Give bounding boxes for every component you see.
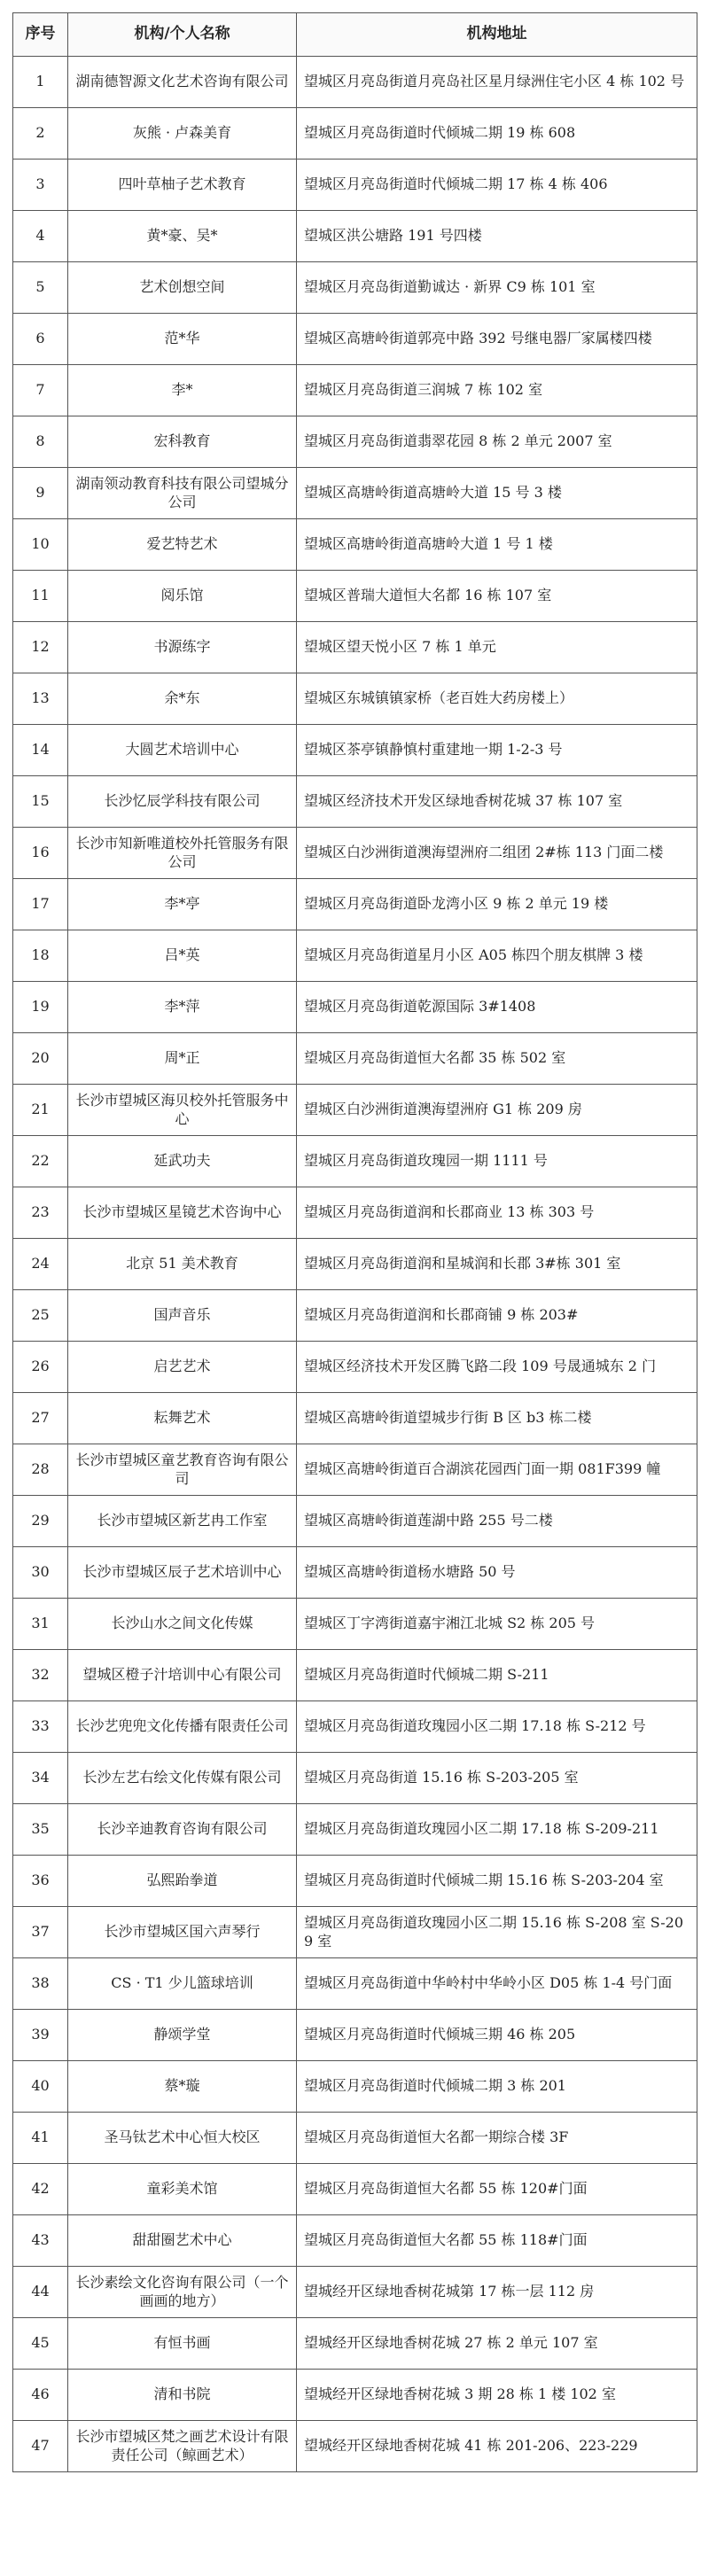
table-row: [13, 2061, 697, 2113]
table-row: [13, 1187, 697, 1239]
table-row: [13, 1136, 697, 1187]
row-address: 望城区高塘岭街道郭亮中路 392 号继电器厂家属楼四楼: [297, 314, 697, 365]
row-name: 弘熙跆拳道: [68, 1856, 297, 1907]
row-number: 39: [13, 2010, 68, 2061]
table-row: [13, 1496, 697, 1547]
row-number: 1: [13, 57, 68, 108]
row-number: 6: [13, 314, 68, 365]
row-address: 望城区高塘岭街道高塘岭大道 15 号 3 楼: [297, 468, 697, 519]
row-name: 长沙市望城区新艺冉工作室: [68, 1496, 297, 1547]
row-name: 李*: [68, 365, 297, 416]
row-name: 李*萍: [68, 982, 297, 1033]
row-number: 15: [13, 776, 68, 828]
table-row: [13, 930, 697, 982]
row-number: 45: [13, 2318, 68, 2370]
row-number: 11: [13, 571, 68, 622]
row-number: 2: [13, 108, 68, 160]
row-address: 望城经开区绿地香树花城 27 栋 2 单元 107 室: [297, 2318, 697, 2370]
row-number: 42: [13, 2164, 68, 2215]
row-name: 甜甜圈艺术中心: [68, 2215, 297, 2267]
row-name: 灰熊 · 卢森美育: [68, 108, 297, 160]
row-name: 艺术创想空间: [68, 262, 297, 314]
row-name: 长沙市望城区星镜艺术咨询中心: [68, 1187, 297, 1239]
row-number: 7: [13, 365, 68, 416]
row-number: 30: [13, 1547, 68, 1599]
row-number: 34: [13, 1753, 68, 1804]
row-address: 望城区月亮岛街道时代倾城二期 19 栋 608: [297, 108, 697, 160]
table-row: [13, 2010, 697, 2061]
table-row: [13, 1342, 697, 1393]
row-address: 望城区月亮岛街道时代倾城三期 46 栋 205: [297, 2010, 697, 2061]
table-row: [13, 1085, 697, 1136]
row-number: 32: [13, 1650, 68, 1701]
table-row: [13, 1753, 697, 1804]
table-row: [13, 314, 697, 365]
row-number: 16: [13, 828, 68, 879]
table-row: [13, 776, 697, 828]
table-row: [13, 2113, 697, 2164]
table-row: [13, 1856, 697, 1907]
table-row: [13, 262, 697, 314]
row-name: 启艺艺术: [68, 1342, 297, 1393]
row-number: 44: [13, 2267, 68, 2318]
row-name: 余*东: [68, 673, 297, 725]
row-address: 望城区月亮岛街道卧龙湾小区 9 栋 2 单元 19 楼: [297, 879, 697, 930]
row-address: 望城经开区绿地香树花城 41 栋 201-206、223-229: [297, 2421, 697, 2472]
row-name: 望城区橙子汁培训中心有限公司: [68, 1650, 297, 1701]
row-name: 吕*英: [68, 930, 297, 982]
row-name: 长沙市望城区海贝校外托管服务中心: [68, 1085, 297, 1136]
row-address: 望城区普瑞大道恒大名都 16 栋 107 室: [297, 571, 697, 622]
table-row: [13, 1239, 697, 1290]
row-name: 长沙市望城区梵之画艺术设计有限责任公司（鲸画艺术）: [68, 2421, 297, 2472]
row-address: 望城区月亮岛街道润和星城润和长郡 3#栋 301 室: [297, 1239, 697, 1290]
row-number: 41: [13, 2113, 68, 2164]
row-name: 国声音乐: [68, 1290, 297, 1342]
institution-table: [12, 12, 697, 2472]
table-row: [13, 1650, 697, 1701]
row-address: 望城区经济技术开发区腾飞路二段 109 号晟通城东 2 门: [297, 1342, 697, 1393]
table-row: [13, 57, 697, 108]
row-number: 38: [13, 1958, 68, 2010]
row-address: 望城区丁字湾街道嘉宇湘江北城 S2 栋 205 号: [297, 1599, 697, 1650]
table-row: [13, 2215, 697, 2267]
table-row: [13, 2421, 697, 2472]
row-number: 17: [13, 879, 68, 930]
table-row: [13, 1444, 697, 1496]
row-number: 36: [13, 1856, 68, 1907]
row-number: 18: [13, 930, 68, 982]
table-row: [13, 1701, 697, 1753]
row-address: 望城区高塘岭街道杨水塘路 50 号: [297, 1547, 697, 1599]
row-address: 望城区高塘岭街道高塘岭大道 1 号 1 楼: [297, 519, 697, 571]
row-name: 李*亭: [68, 879, 297, 930]
row-name: 黄*豪、吴*: [68, 211, 297, 262]
row-number: 5: [13, 262, 68, 314]
row-address: 望城区月亮岛街道时代倾城二期 17 栋 4 栋 406: [297, 160, 697, 211]
table-row: [13, 982, 697, 1033]
row-name: 长沙辛迪教育咨询有限公司: [68, 1804, 297, 1856]
row-address: 望城区月亮岛街道润和长郡商铺 9 栋 203#: [297, 1290, 697, 1342]
row-address: 望城区月亮岛街道恒大名都 55 栋 118#门面: [297, 2215, 697, 2267]
row-address: 望城区东城镇镇家桥（老百姓大药房楼上）: [297, 673, 697, 725]
row-name: 耘舞艺术: [68, 1393, 297, 1444]
row-name: 爱艺特艺术: [68, 519, 297, 571]
row-number: 20: [13, 1033, 68, 1085]
row-address: 望城经开区绿地香树花城 3 期 28 栋 1 楼 102 室: [297, 2370, 697, 2421]
table-row: [13, 1033, 697, 1085]
row-number: 47: [13, 2421, 68, 2472]
table-row: [13, 879, 697, 930]
row-number: 31: [13, 1599, 68, 1650]
row-address: 望城区高塘岭街道莲湖中路 255 号二楼: [297, 1496, 697, 1547]
row-name: 童彩美术馆: [68, 2164, 297, 2215]
row-number: 29: [13, 1496, 68, 1547]
row-number: 28: [13, 1444, 68, 1496]
table-row: [13, 1547, 697, 1599]
table-row: [13, 2370, 697, 2421]
row-name: 范*华: [68, 314, 297, 365]
table-body: [13, 57, 697, 2472]
row-number: 43: [13, 2215, 68, 2267]
row-address: 望城区白沙洲街道澳海望洲府二组团 2#栋 113 门面二楼: [297, 828, 697, 879]
row-number: 3: [13, 160, 68, 211]
table-row: [13, 725, 697, 776]
row-address: 望城区洪公塘路 191 号四楼: [297, 211, 697, 262]
row-address: 望城经开区绿地香树花城第 17 栋一层 112 房: [297, 2267, 697, 2318]
table-row: [13, 108, 697, 160]
row-name: 长沙市望城区童艺教育咨询有限公司: [68, 1444, 297, 1496]
row-number: 27: [13, 1393, 68, 1444]
row-name: 阅乐馆: [68, 571, 297, 622]
row-number: 12: [13, 622, 68, 673]
row-address: 望城区望天悦小区 7 栋 1 单元: [297, 622, 697, 673]
row-name: 长沙市望城区国六声琴行: [68, 1907, 297, 1958]
header-number: 序号: [13, 13, 68, 57]
row-number: 21: [13, 1085, 68, 1136]
table-row: [13, 160, 697, 211]
row-name: 湖南领动教育科技有限公司望城分公司: [68, 468, 297, 519]
row-address: 望城区月亮岛街道恒大名都 35 栋 502 室: [297, 1033, 697, 1085]
row-address: 望城区白沙洲街道澳海望洲府 G1 栋 209 房: [297, 1085, 697, 1136]
table-row: [13, 1393, 697, 1444]
header-address: 机构地址: [297, 13, 697, 57]
row-number: 46: [13, 2370, 68, 2421]
row-name: 静颂学堂: [68, 2010, 297, 2061]
table-row: [13, 468, 697, 519]
row-number: 4: [13, 211, 68, 262]
table-row: [13, 673, 697, 725]
row-address: 望城区经济技术开发区绿地香树花城 37 栋 107 室: [297, 776, 697, 828]
row-name: 北京 51 美术教育: [68, 1239, 297, 1290]
row-name: 长沙忆辰学科技有限公司: [68, 776, 297, 828]
row-address: 望城区月亮岛街道 15.16 栋 S-203-205 室: [297, 1753, 697, 1804]
table-row: [13, 2164, 697, 2215]
row-number: 40: [13, 2061, 68, 2113]
row-name: 周*正: [68, 1033, 297, 1085]
table-row: [13, 622, 697, 673]
table-row: [13, 2267, 697, 2318]
table-row: [13, 571, 697, 622]
row-address: 望城区月亮岛街道恒大名都一期综合楼 3F: [297, 2113, 697, 2164]
row-name: 有恒书画: [68, 2318, 297, 2370]
row-name: 长沙素绘文化咨询有限公司（一个画画的地方）: [68, 2267, 297, 2318]
row-name: 圣马钛艺术中心恒大校区: [68, 2113, 297, 2164]
table-header-row: [13, 13, 697, 57]
row-number: 26: [13, 1342, 68, 1393]
table-row: [13, 365, 697, 416]
row-number: 10: [13, 519, 68, 571]
table-row: [13, 2318, 697, 2370]
row-address: 望城区月亮岛街道时代倾城二期 S-211: [297, 1650, 697, 1701]
row-address: 望城区月亮岛街道恒大名都 55 栋 120#门面: [297, 2164, 697, 2215]
row-address: 望城区月亮岛街道中华岭村中华岭小区 D05 栋 1-4 号门面: [297, 1958, 697, 2010]
table-row: [13, 1599, 697, 1650]
row-name: 大圆艺术培训中心: [68, 725, 297, 776]
row-address: 望城区月亮岛街道乾源国际 3#1408: [297, 982, 697, 1033]
row-number: 9: [13, 468, 68, 519]
row-name: 长沙艺兜兜文化传播有限责任公司: [68, 1701, 297, 1753]
table-row: [13, 1958, 697, 2010]
row-address: 望城区月亮岛街道月亮岛社区星月绿洲住宅小区 4 栋 102 号: [297, 57, 697, 108]
table-row: [13, 211, 697, 262]
row-name: 清和书院: [68, 2370, 297, 2421]
row-name: 延武功夫: [68, 1136, 297, 1187]
row-number: 37: [13, 1907, 68, 1958]
row-address: 望城区高塘岭街道百合湖滨花园西门面一期 081F399 幢: [297, 1444, 697, 1496]
row-number: 14: [13, 725, 68, 776]
row-number: 19: [13, 982, 68, 1033]
row-name: CS · T1 少儿篮球培训: [68, 1958, 297, 2010]
row-number: 23: [13, 1187, 68, 1239]
table-row: [13, 519, 697, 571]
row-name: 长沙山水之间文化传媒: [68, 1599, 297, 1650]
row-address: 望城区月亮岛街道星月小区 A05 栋四个朋友棋牌 3 楼: [297, 930, 697, 982]
row-number: 8: [13, 416, 68, 468]
row-name: 宏科教育: [68, 416, 297, 468]
row-address: 望城区月亮岛街道玫瑰园小区二期 17.18 栋 S-209-211: [297, 1804, 697, 1856]
row-address: 望城区月亮岛街道翡翠花园 8 栋 2 单元 2007 室: [297, 416, 697, 468]
row-address: 望城区月亮岛街道三润城 7 栋 102 室: [297, 365, 697, 416]
row-address: 望城区茶亭镇静慎村重建地一期 1-2-3 号: [297, 725, 697, 776]
row-name: 书源练字: [68, 622, 297, 673]
row-number: 33: [13, 1701, 68, 1753]
row-address: 望城区月亮岛街道润和长郡商业 13 栋 303 号: [297, 1187, 697, 1239]
row-number: 13: [13, 673, 68, 725]
row-address: 望城区月亮岛街道时代倾城二期 15.16 栋 S-203-204 室: [297, 1856, 697, 1907]
row-address: 望城区月亮岛街道玫瑰园小区二期 15.16 栋 S-208 室 S-209 室: [297, 1907, 697, 1958]
row-name: 长沙左艺右绘文化传媒有限公司: [68, 1753, 297, 1804]
row-name: 长沙市知新唯道校外托管服务有限公司: [68, 828, 297, 879]
row-name: 蔡*璇: [68, 2061, 297, 2113]
row-number: 24: [13, 1239, 68, 1290]
row-number: 22: [13, 1136, 68, 1187]
row-number: 35: [13, 1804, 68, 1856]
table-row: [13, 1804, 697, 1856]
table-row: [13, 1907, 697, 1958]
row-name: 长沙市望城区辰子艺术培训中心: [68, 1547, 297, 1599]
table-row: [13, 416, 697, 468]
row-address: 望城区月亮岛街道时代倾城二期 3 栋 201: [297, 2061, 697, 2113]
row-address: 望城区月亮岛街道勤诚达 · 新界 C9 栋 101 室: [297, 262, 697, 314]
header-name: 机构/个人名称: [68, 13, 297, 57]
row-address: 望城区月亮岛街道玫瑰园一期 1111 号: [297, 1136, 697, 1187]
table-row: [13, 828, 697, 879]
row-name: 湖南德智源文化艺术咨询有限公司: [68, 57, 297, 108]
row-name: 四叶草柚子艺术教育: [68, 160, 297, 211]
table-row: [13, 1290, 697, 1342]
row-address: 望城区高塘岭街道望城步行街 B 区 b3 栋二楼: [297, 1393, 697, 1444]
row-address: 望城区月亮岛街道玫瑰园小区二期 17.18 栋 S-212 号: [297, 1701, 697, 1753]
row-number: 25: [13, 1290, 68, 1342]
